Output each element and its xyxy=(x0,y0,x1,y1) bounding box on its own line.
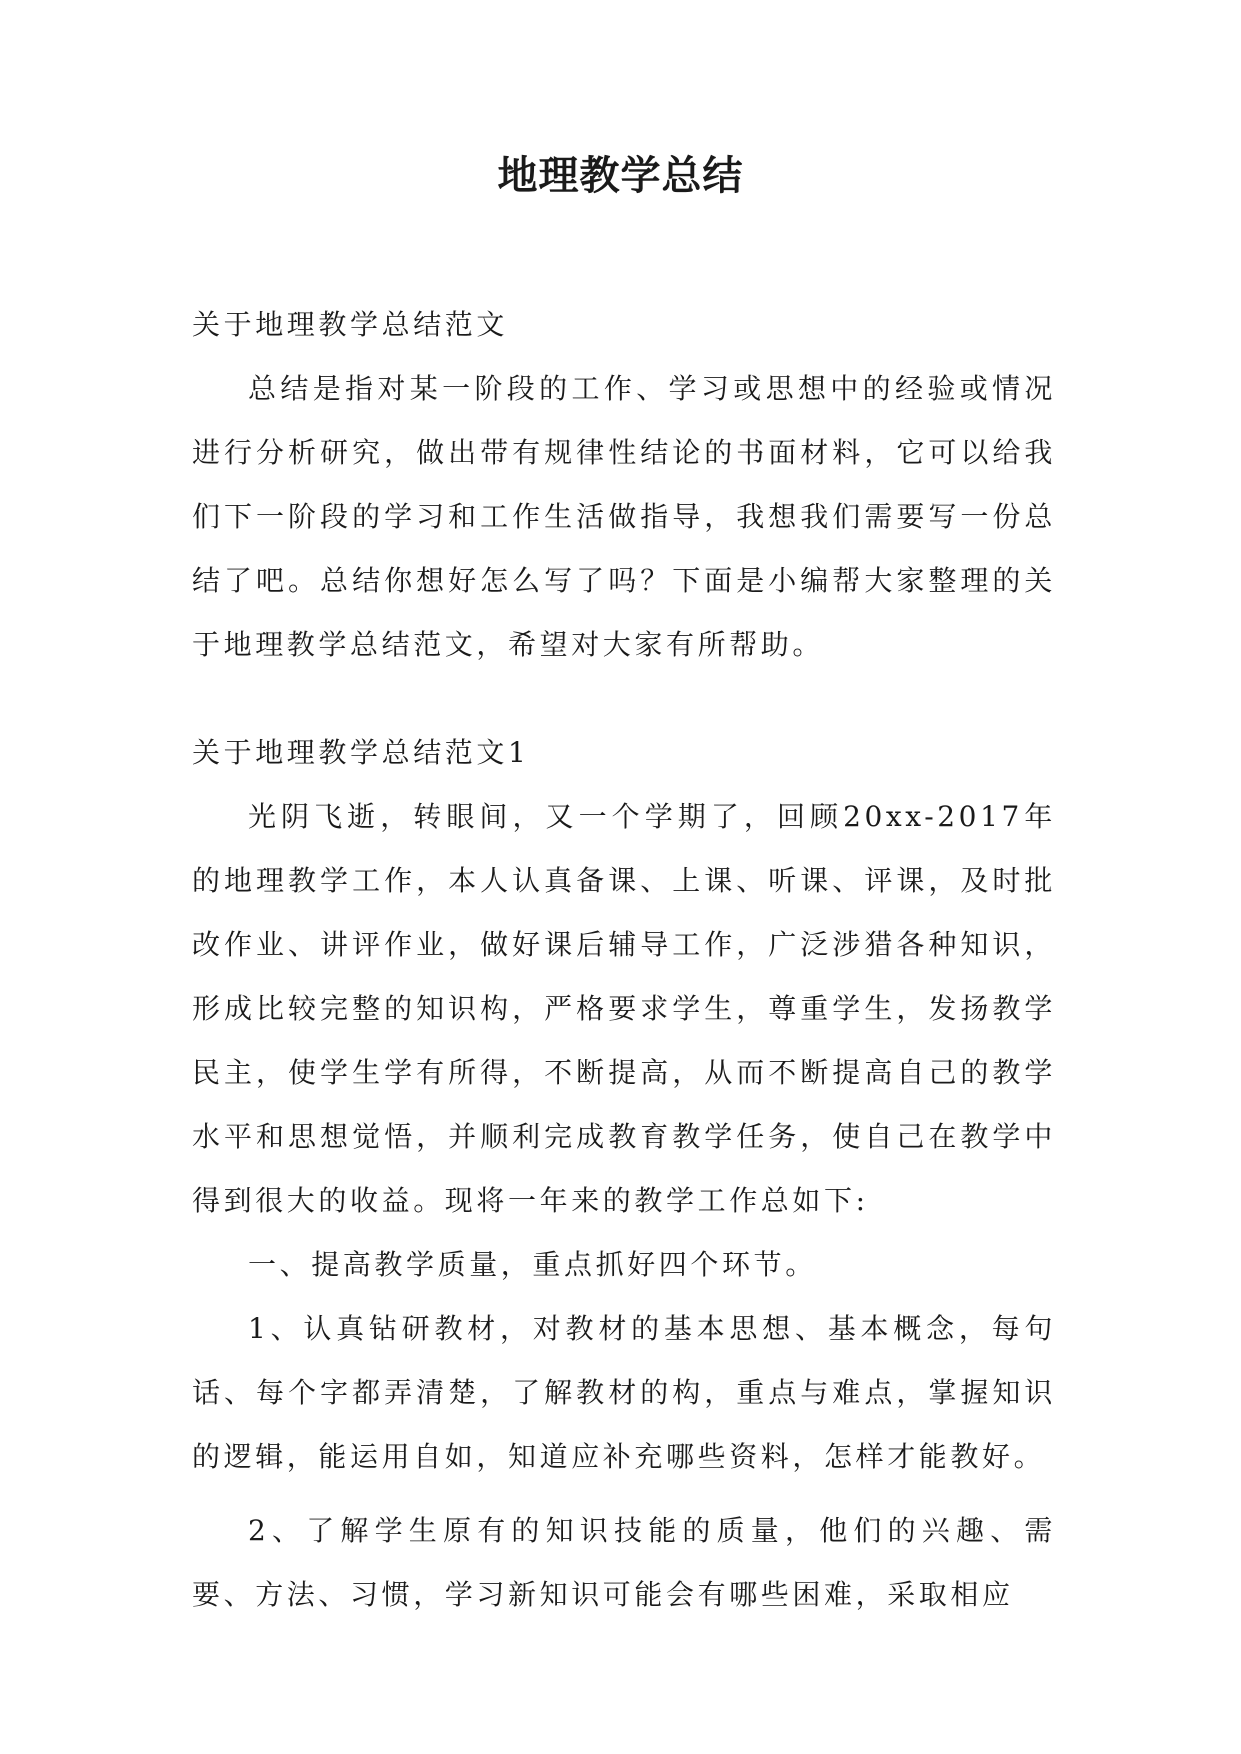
section-1-item-1: 1、认真钻研教材，对教材的基本思想、基本概念，每句话、每个字都弄清楚，了解教材的构，重点与难点，掌握知识的逻辑，能运用自如，知道应补充哪些资料，怎样才能教好。 xyxy=(192,1312,1056,1473)
section-1-item-2: 2、了解学生原有的知识技能的质量，他们的兴趣、需要、方法、习惯，学习新知识可能会有哪些困难，采取相应 xyxy=(192,1514,1056,1611)
document-body xyxy=(192,293,1056,1627)
item-spacer xyxy=(192,1489,1056,1499)
document-title: 地理教学总结 xyxy=(497,152,744,199)
intro-heading: 关于地理教学总结范文 xyxy=(192,308,509,341)
section-1-paragraph-1: 光阴飞逝，转眼间，又一个学期了，回顾20xx-2017年的地理教学工作，本人认真备课、上课、听课、评课，及时批改作业、讲评作业，做好课后辅导工作，广泛涉猎各种知识，形成比较完整的知识构，严格要求学生，尊重学生，发扬教学民主，使学生学有所得，不断提高，从而不断提高自己的教学水平和思想觉悟，并顺利完成教育教学任务，使自己在教学中得到很大的收益。现将一年来的教学工作总如下: xyxy=(192,800,1056,1217)
section-1-point-heading: 一、提高教学质量，重点抓好四个环节。 xyxy=(248,1248,817,1281)
section-1-heading: 关于地理教学总结范文1 xyxy=(192,736,530,769)
intro-paragraph: 总结是指对某一阶段的工作、学习或思想中的经验或情况进行分析研究，做出带有规律性结论的书面材料，它可以给我们下一阶段的学习和工作生活做指导，我想我们需要写一份总结了吧。总结你想好怎么写了吗？下面是小编帮大家整理的关于地理教学总结范文，希望对大家有所帮助。 xyxy=(192,372,1056,661)
section-spacer xyxy=(192,677,1056,721)
